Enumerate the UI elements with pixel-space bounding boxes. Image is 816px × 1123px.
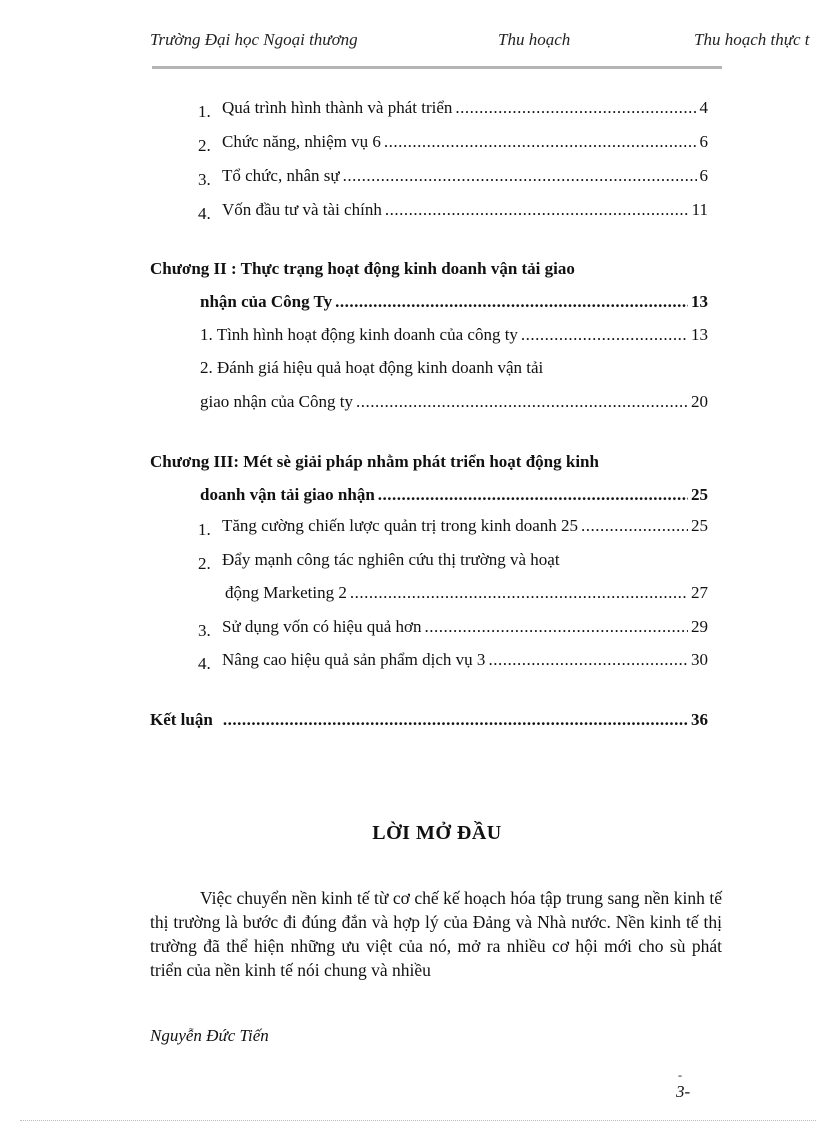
toc-entry-page: 25 [691, 516, 708, 535]
toc-leader-dots [343, 166, 697, 186]
toc-leader-dots [385, 200, 689, 220]
toc-leader-dots [384, 132, 697, 152]
toc-entry-text: Kết luận [150, 710, 213, 729]
toc-entry-text: Chức năng, nhiệm vụ 6 [222, 132, 381, 151]
page-bottom-rule [20, 1120, 816, 1121]
toc-leader-dots [350, 583, 688, 603]
toc-entry-number: 3. [198, 621, 211, 640]
toc-entry-text: Tăng cường chiến lược quản trị trong kinh doanh 25 [222, 516, 579, 535]
toc-entry-line1[interactable] [198, 550, 560, 573]
toc-leader-dots [356, 392, 688, 412]
toc-entry-number: 2. [198, 554, 211, 573]
toc-leader-dots [335, 292, 688, 312]
toc-entry-text: Tổ chức, nhân sự [222, 166, 340, 185]
toc-leader-dots [581, 516, 688, 536]
footer-author: Nguyễn Đức Tiến [150, 1026, 269, 1045]
toc-entry-page: 27 [691, 583, 708, 602]
toc-leader-dots [521, 325, 688, 345]
toc-entry-text: Nâng cao hiệu quả sản phẩm dịch vụ 3 [222, 650, 486, 669]
toc-leader-dots [223, 710, 688, 730]
toc-entry-text: Đẩy mạnh công tác nghiên cứu thị trường và hoạt [222, 550, 560, 569]
toc-entry-text: 1. Tình hình hoạt động kinh doanh của công ty [200, 325, 518, 344]
header-center: Thu hoạch [498, 30, 571, 49]
toc-entry-text: Quá trình hình thành và phát triển [222, 98, 453, 117]
toc-leader-dots [425, 617, 688, 637]
toc-entry[interactable] [198, 617, 708, 640]
toc-entry-number: 1. [198, 520, 211, 539]
toc-entry-number: 2. [198, 136, 211, 155]
toc-entry-page: 29 [691, 617, 708, 636]
toc-entry-page: 11 [691, 200, 708, 219]
page-number: 3- [676, 1082, 691, 1101]
header-right: Thu hoạch thực t [694, 30, 810, 49]
toc-entry-text-line1[interactable]: 2. Đánh giá hiệu quả hoạt động kinh doanh vận tải [200, 358, 544, 377]
toc-entry-text: nhận của Công Ty [200, 292, 333, 311]
toc-entry[interactable] [200, 392, 708, 412]
toc-entry-page: 6 [699, 132, 708, 151]
chapter3-heading-cont[interactable] [200, 485, 708, 505]
toc-entry-text: doanh vận tải giao nhận [200, 485, 375, 504]
toc-conclusion[interactable] [150, 710, 708, 730]
page-mark: - [678, 1068, 682, 1082]
toc-entry[interactable] [200, 325, 708, 345]
toc-entry-page: 30 [691, 650, 708, 669]
toc-entry-page: 25 [691, 485, 708, 504]
intro-paragraph: Việc chuyển nền kinh tế từ cơ chế kế hoạch hóa tập trung sang nền kinh tế thị trường là bước đi đúng đắn và hợp lý của Đảng và Nhà nước. Nền kinh tế thị trường đã thể hiện những ưu việt của nó, mở ra nhiều cơ hội mới cho sù phát triển của nền kinh tế nói chung và nhiều [150, 888, 722, 980]
toc-entry-number: 3. [198, 170, 211, 189]
toc-entry[interactable] [198, 98, 708, 121]
toc-entry-page: 36 [691, 710, 708, 729]
chapter2-heading-cont[interactable] [200, 292, 708, 312]
toc-entry-text: động Marketing 2 [225, 583, 347, 602]
toc-entry[interactable] [198, 650, 708, 673]
chapter2-heading[interactable]: Chương II : Thực trạng hoạt động kinh doanh vận tải giao [150, 259, 575, 278]
toc-entry[interactable] [198, 132, 708, 155]
toc-entry-page: 13 [691, 292, 708, 311]
toc-entry-number: 4. [198, 204, 211, 223]
toc-entry-page: 13 [691, 325, 708, 344]
toc-leader-dots [488, 650, 688, 670]
toc-entry[interactable] [225, 583, 708, 603]
toc-entry-number: 4. [198, 654, 211, 673]
toc-entry-number: 1. [198, 102, 211, 121]
toc-leader-dots [455, 98, 696, 118]
toc-entry-page: 4 [699, 98, 708, 117]
toc-leader-dots [378, 485, 688, 505]
toc-entry-text: Sử dụng vốn có hiệu quả hơn [222, 617, 422, 636]
toc-entry[interactable] [198, 200, 708, 223]
toc-entry[interactable] [198, 166, 708, 189]
toc-entry-page: 6 [699, 166, 708, 185]
header-school: Trường Đại học Ngoại thương [150, 30, 358, 49]
header-rule [152, 66, 722, 69]
toc-entry-text: Vốn đầu tư và tài chính [222, 200, 382, 219]
toc-entry-text: giao nhận của Công ty [200, 392, 353, 411]
toc-entry[interactable] [198, 516, 708, 539]
section-title: LỜI MỞ ĐẦU [372, 822, 502, 844]
chapter3-heading[interactable]: Chương III: Mét sè giải pháp nhằm phát triển hoạt động kinh [150, 452, 599, 471]
toc-entry-page: 20 [691, 392, 708, 411]
